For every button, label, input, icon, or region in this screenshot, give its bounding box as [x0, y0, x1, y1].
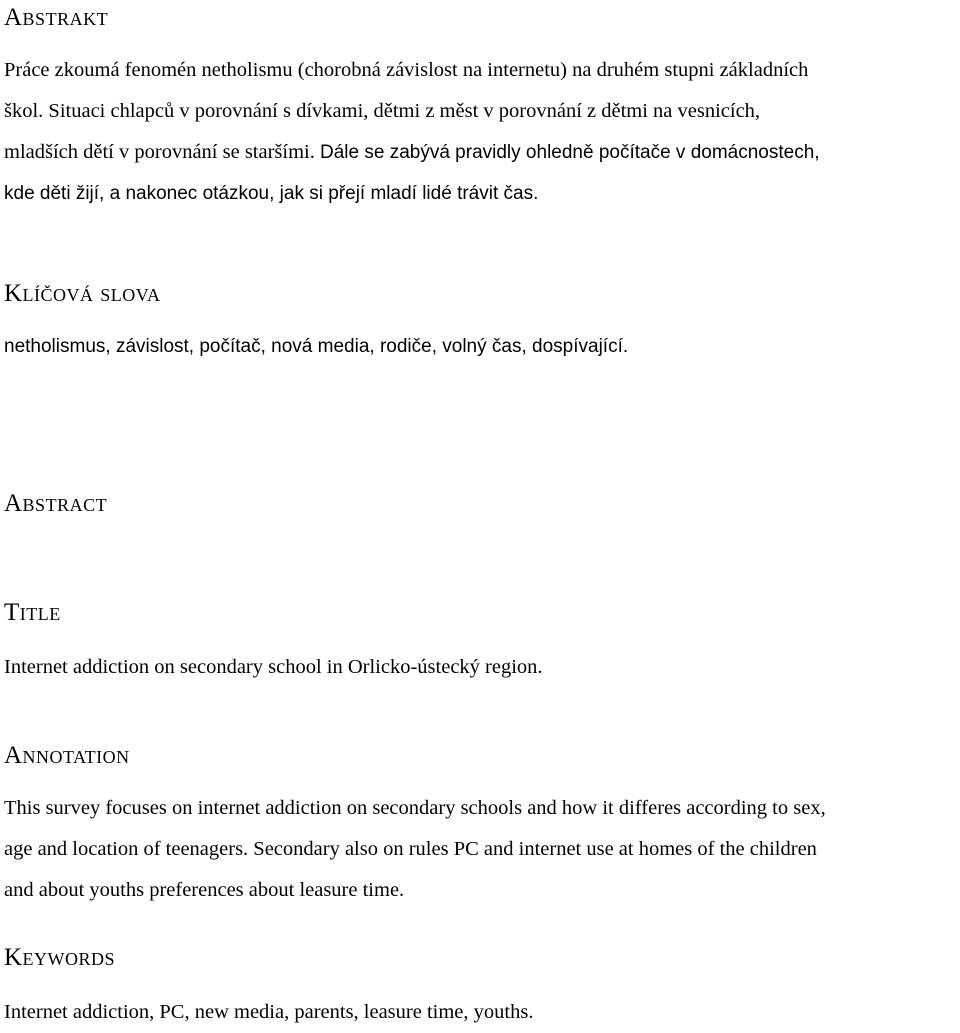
klicova-slova-paragraph: [4, 326, 628, 367]
klicova-slova-heading: Klíčová slova: [4, 280, 161, 307]
annotation-line-3: and about youths preferences about leasure time.: [4, 879, 405, 901]
abstrakt-heading: Abstrakt: [4, 4, 109, 31]
keywords-paragraph: [4, 992, 533, 1033]
title-paragraph: [4, 647, 543, 688]
keywords-text: Internet addiction, PC, new media, parents, leasure time, youths.: [4, 1001, 534, 1023]
klicova-slova-text: netholismus, závislost, počítač, nová media, rodiče, volný čas, dospívající.: [4, 336, 629, 357]
title-text: Internet addiction on secondary school in Orlicko-ústecký region.: [4, 656, 543, 678]
abstrakt-line-1: Práce zkoumá fenomén netholismu (chorobná závislost na internetu) na druhém stupni základních: [4, 59, 809, 81]
annotation-line-2: age and location of teenagers. Secondary also on rules PC and internet use at homes of the children: [4, 838, 817, 860]
abstrakt-line-4: kde děti žijí, a nakonec otázkou, jak si přejí mladí lidé trávit čas.: [4, 183, 539, 204]
abstract-heading: Abstract: [4, 490, 108, 517]
annotation-paragraph: [4, 788, 826, 911]
annotation-heading: Annotation: [4, 742, 130, 769]
abstrakt-line-2: škol. Situaci chlapců v porovnání s dívkami, dětmi z měst v porovnání z dětmi na vesnicích,: [4, 100, 761, 122]
abstrakt-line-3-sans: Dále se zabývá pravidly ohledně počítače v domácnostech,: [320, 142, 820, 163]
abstrakt-line-3: [4, 132, 820, 173]
keywords-heading: Keywords: [4, 944, 116, 971]
annotation-line-1: This survey focuses on internet addiction on secondary schools and how it differes according to sex,: [4, 797, 826, 819]
title-heading: Title: [4, 599, 61, 626]
abstrakt-line-3-serif: mladších dětí v porovnání se staršími.: [4, 141, 320, 163]
abstrakt-paragraph: [4, 50, 820, 214]
